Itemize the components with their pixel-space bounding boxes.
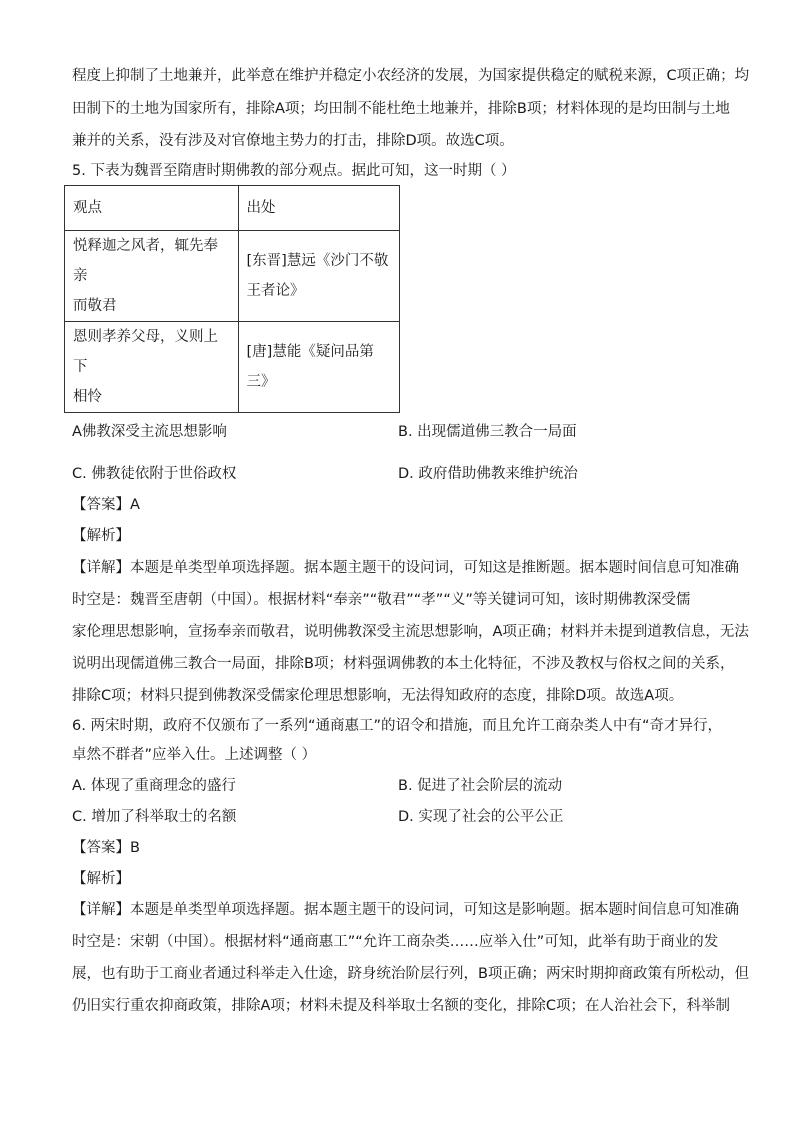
cell-text: [唐]慧能《疑问品第三》 bbox=[246, 344, 374, 390]
cell-text: 悦释迦之风者，辄先奉亲 bbox=[73, 238, 218, 284]
question-5-stem: 5. 下表为魏晋至隋唐时期佛教的部分观点。据此可知，这一时期（ ） bbox=[72, 163, 516, 179]
cell-text: 而敬君 bbox=[73, 298, 117, 314]
header-view: 观点 bbox=[65, 186, 239, 231]
q6-stem-line-2: 卓然不群者”应举入仕。上述调整（ ） bbox=[72, 747, 317, 763]
table-header-row bbox=[65, 186, 400, 231]
paragraph-line-1: 程度上抑制了土地兼并，此举意在维护并稳定小农经济的发展，为国家提供稳定的赋税来源，C项正确；均 bbox=[72, 68, 750, 84]
q5-answer: 【答案】A bbox=[72, 497, 140, 513]
q5-detail-line-4: 说明出现儒道佛三教合一局面，排除B项；材料强调佛教的本土化特征，不涉及教权与俗权之间的关系， bbox=[72, 656, 735, 672]
table-row bbox=[65, 322, 400, 413]
q5-detail-line-2: 时空是：魏晋至唐朝（中国）。根据材料“奉亲”“敬君”“孝”“义”等关键词可知，该时期佛教深受儒 bbox=[72, 592, 691, 608]
q5-analysis-heading: 【解析】 bbox=[72, 528, 130, 544]
q5-detail-line-3: 家伦理思想影响，宣扬奉亲而敬君，说明佛教深受主流思想影响，A项正确；材料并未提到道教信息，无法 bbox=[72, 624, 749, 640]
q6-detail-line-1: 【详解】本题是单类型单项选择题。据本题主题干的设问词，可知这是影响题。据本题时间信息可知准确 bbox=[72, 902, 739, 918]
q6-detail-line-3: 展，也有助于工商业者通过科举走入仕途，跻身统治阶层行列，B项正确；两宋时期抑商政策有所松动，但 bbox=[72, 966, 749, 982]
cell-text: 相怜 bbox=[73, 389, 102, 405]
q5-option-c: C. 佛教徒依附于世俗政权 bbox=[72, 466, 237, 482]
q5-detail-line-1: 【详解】本题是单类型单项选择题。据本题主题干的设问词，可知这是推断题。据本题时间信息可知准确 bbox=[72, 560, 739, 576]
q5-option-b: B. 出现儒道佛三教合一局面 bbox=[398, 424, 577, 440]
q5-option-d: D. 政府借助佛教来维护统治 bbox=[398, 466, 578, 482]
table-cell-source bbox=[238, 322, 399, 413]
table-cell-view bbox=[65, 322, 239, 413]
cell-text: 恩则孝养父母，义则上下 bbox=[73, 329, 218, 375]
q6-detail-line-4: 仍旧实行重农抑商政策，排除A项；材料未提及科举取士名额的变化，排除C项；在人治社会下，科举制 bbox=[72, 998, 731, 1014]
q6-option-d: D. 实现了社会的公平公正 bbox=[398, 809, 564, 825]
table-cell-view bbox=[65, 231, 239, 322]
table-row bbox=[65, 231, 400, 322]
q6-answer: 【答案】B bbox=[72, 840, 140, 856]
q6-detail-line-2: 时空是：宋朝（中国）。根据材料“通商惠工”“允许工商杂类……应举入仕”可知，此举有助于商业的发 bbox=[72, 934, 719, 950]
header-source: 出处 bbox=[238, 186, 399, 231]
q6-option-b: B. 促进了社会阶层的流动 bbox=[398, 778, 563, 794]
cell-text: 王者论》 bbox=[246, 283, 305, 299]
source-table bbox=[64, 185, 400, 413]
q6-option-a: A. 体现了重商理念的盛行 bbox=[72, 778, 236, 794]
q5-option-a: A佛教深受主流思想影响 bbox=[72, 424, 227, 440]
q6-analysis-heading: 【解析】 bbox=[72, 871, 130, 887]
q6-stem-line-1: 6. 两宋时期，政府不仅颁布了一系列“通商惠工”的诏令和措施，而且允许工商杂类人中有“奇才异行， bbox=[72, 718, 722, 734]
paragraph-line-2: 田制下的土地为国家所有，排除A项；均田制不能杜绝土地兼并，排除B项；材料体现的是均田制与土地 bbox=[72, 101, 730, 117]
cell-text: [东晋]慧远《沙门不敬 bbox=[246, 253, 389, 269]
paragraph-line-3: 兼并的关系，没有涉及对官僚地主势力的打击，排除D项。故选C项。 bbox=[72, 133, 514, 149]
table-cell-source bbox=[238, 231, 399, 322]
q6-option-c: C. 增加了科举取士的名额 bbox=[72, 809, 237, 825]
q5-detail-line-5: 排除C项；材料只提到佛教深受儒家伦理思想影响，无法得知政府的态度，排除D项。故选A项。 bbox=[72, 688, 684, 704]
